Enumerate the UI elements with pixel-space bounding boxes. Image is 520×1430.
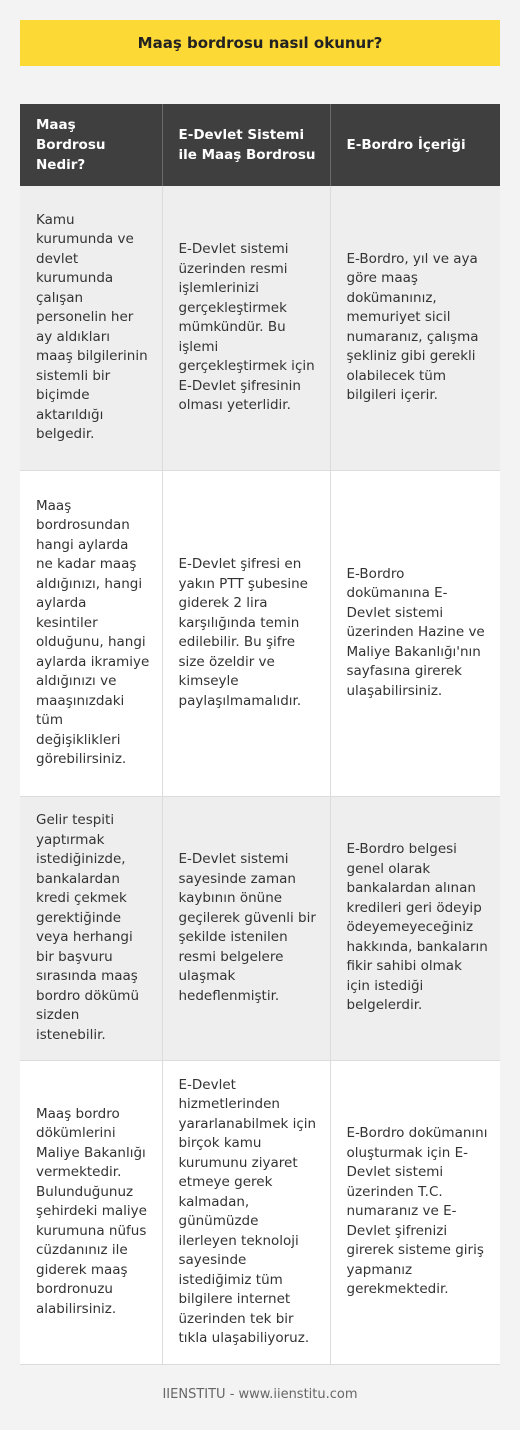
table-cell: Gelir tespiti yaptırmak istediğinizde, bankalardan kredi çekmek gerektiğinde veya herhangi bir başvuru sırasında maaş bordro dökümü sizden istenebilir.: [20, 796, 162, 1060]
table-cell: E-Devlet sistemi sayesinde zaman kaybının önüne geçilerek güvenli bir şekilde istenilen resmi belgelere ulaşmak hedeflenmiştir.: [162, 796, 330, 1060]
column-header-e-bordro-icerigi: E-Bordro İçeriği: [330, 104, 500, 186]
table-cell: Kamu kurumunda ve devlet kurumunda çalışan personelin her ay aldıkları maaş bilgilerinin sistemli bir biçimde aktarıldığı belgedir.: [20, 186, 162, 470]
table-cell: E-Bordro belgesi genel olarak bankalardan alınan kredileri geri ödeyip ödeyemeyeceğiniz hakkında, bankaların fikir sahibi olmak için istediği belgelerdir.: [330, 796, 500, 1060]
table-cell: E-Devlet hizmetlerinden yararlanabilmek için birçok kamu kurumunu ziyaret etmeye gerek kalmadan, günümüzde ilerleyen teknoloji sayesinde istediğimiz tüm bilgilere internet üzerinden tek bir tıkla ulaşabiliyoruz.: [162, 1060, 330, 1364]
column-header-e-devlet-sistemi: E-Devlet Sistemi ile Maaş Bordrosu: [162, 104, 330, 186]
page-title: Maaş bordrosu nasıl okunur?: [20, 20, 500, 66]
table-row: [20, 470, 500, 796]
table-row: [20, 186, 500, 470]
table-cell: E-Devlet sistemi üzerinden resmi işlemlerinizi gerçekleştirmek mümkündür. Bu işlemi gerçekleştirmek için E-Devlet şifresinin olması yeterlidir.: [162, 186, 330, 470]
table-cell: E-Bordro dokümanını oluşturmak için E-Devlet sistemi üzerinden T.C. numaranız ve E-Devlet şifrenizi girerek sisteme giriş yapmanız gerekmektedir.: [330, 1060, 500, 1364]
column-header-maas-bordrosu-nedir: Maaş Bordrosu Nedir?: [20, 104, 162, 186]
table-cell: E-Devlet şifresi en yakın PTT şubesine giderek 2 lira karşılığında temin edilebilir. Bu şifre size özeldir ve kimseyle paylaşılmamalıdır.: [162, 470, 330, 796]
table-cell: E-Bordro, yıl ve aya göre maaş dokümanınız, memuriyet sicil numaranız, çalışma şekliniz gibi gerekli olabilecek tüm bilgileri içerir.: [330, 186, 500, 470]
table-row: [20, 796, 500, 1060]
footer-credit: IIENSTITU - www.iienstitu.com: [162, 1387, 358, 1402]
table-header-row: [20, 104, 500, 186]
table-row: [20, 1060, 500, 1364]
table-cell: E-Bordro dokümanına E-Devlet sistemi üzerinden Hazine ve Maliye Bakanlığı'nın sayfasına girerek ulaşabilirsiniz.: [330, 470, 500, 796]
info-table: [20, 104, 500, 1365]
table-cell: Maaş bordro dökümlerini Maliye Bakanlığı vermektedir. Bulunduğunuz şehirdeki maliye kurumuna nüfus cüzdanınız ile giderek maaş bordronuzu alabilirsiniz.: [20, 1060, 162, 1364]
table-cell: Maaş bordrosundan hangi aylarda ne kadar maaş aldığınızı, hangi aylarda kesintiler olduğunu, hangi aylarda ikramiye aldığınızı ve maaşınızdaki tüm değişiklikleri görebilirsiniz.: [20, 470, 162, 796]
